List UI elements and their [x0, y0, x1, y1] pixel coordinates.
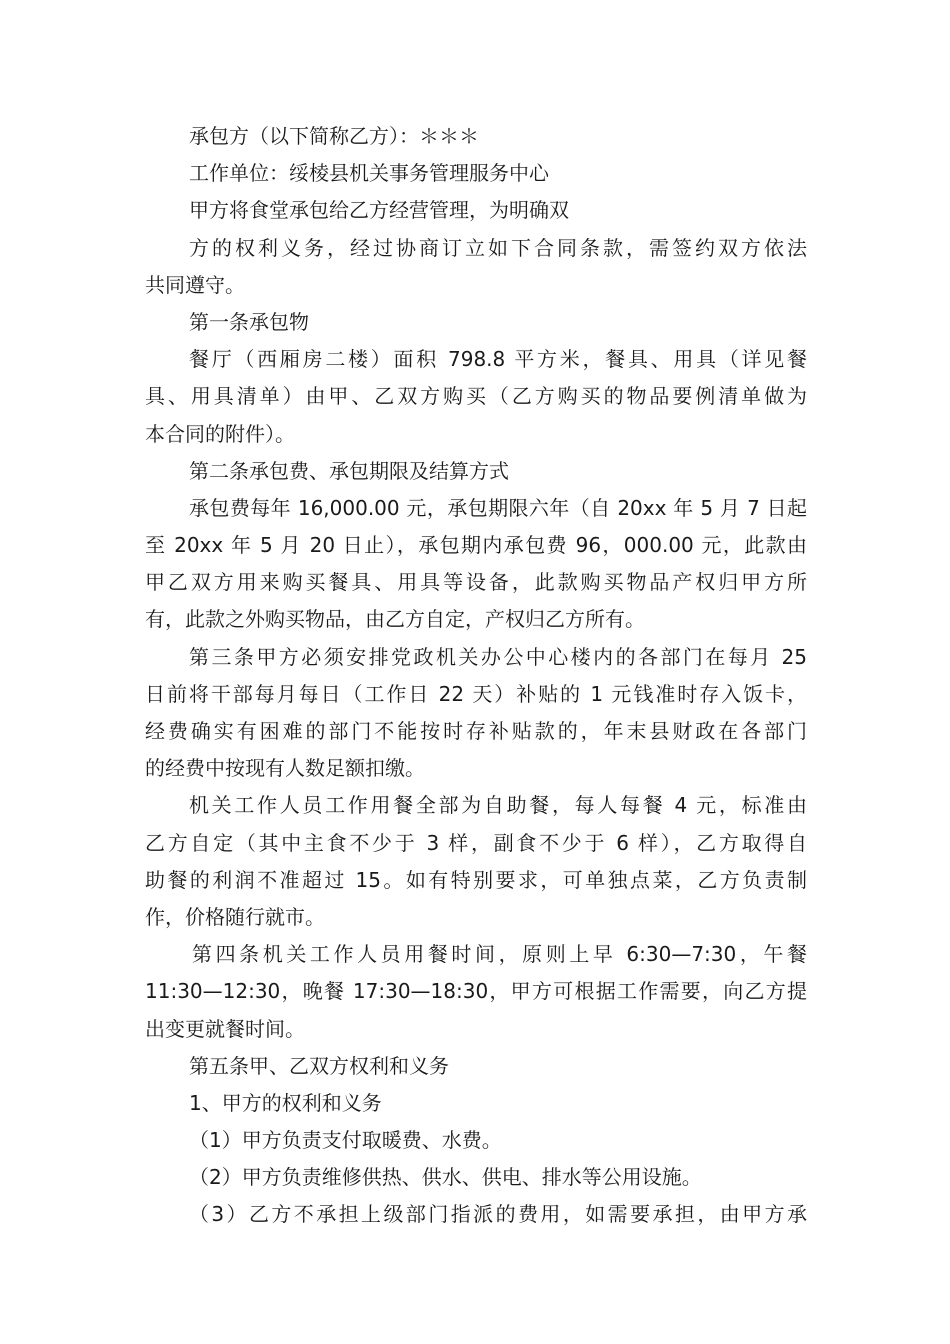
- article-heading: 第一条承包物: [189, 309, 309, 334]
- paragraph-line: 餐厅（西厢房二楼）面积 798.8 平方米，餐具、用具（详见餐: [189, 347, 807, 372]
- paragraph-line: 具、用具清单）由甲、乙双方购买（乙方购买的物品要例清单做为: [145, 384, 807, 409]
- paragraph-line: 机关工作人员工作用餐全部为自助餐，每人每餐 4 元，标准由: [189, 793, 807, 818]
- paragraph-line: 共同遵守。: [145, 272, 245, 297]
- paragraph-line: 方的权利义务，经过协商订立如下合同条款，需签约双方依法: [189, 235, 807, 260]
- contract-body: [145, 118, 807, 1234]
- paragraph-line: 出变更就餐时间。: [145, 1016, 305, 1041]
- article-heading: 第五条甲、乙双方权利和义务: [189, 1053, 449, 1078]
- paragraph-line: 助餐的利润不准超过 15。如有特别要求，可单独点菜，乙方负责制: [145, 867, 807, 892]
- work-unit-line: 工作单位：绥棱县机关事务管理服务中心: [189, 161, 549, 186]
- section-heading: 1、甲方的权利和义务: [189, 1090, 382, 1115]
- paragraph-line: 的经费中按现有人数足额扣缴。: [145, 756, 425, 781]
- paragraph-line: 日前将干部每月每日（工作日 22 天）补贴的 1 元钱准时存入饭卡，: [145, 681, 807, 706]
- paragraph-line: 至 20xx 年 5 月 20 日止），承包期内承包费 96，000.00 元，此款由: [145, 533, 807, 558]
- paragraph-line: 11:30—12:30，晚餐 17:30—18:30，甲方可根据工作需要，向乙方提: [145, 979, 807, 1004]
- article-heading: 第二条承包费、承包期限及结算方式: [189, 458, 509, 483]
- paragraph-line: 第四条机关工作人员用餐时间，原则上早 6:30—7:30，午餐: [192, 942, 807, 967]
- contractor-line: 承包方（以下简称乙方）：＊＊＊: [189, 124, 479, 148]
- paragraph-line: 有，此款之外购买物品，由乙方自定，产权归乙方所有。: [145, 607, 645, 632]
- paragraph-line: 经费确实有困难的部门不能按时存补贴款的，年末县财政在各部门: [145, 719, 807, 743]
- paragraph-line: 第三条甲方必须安排党政机关办公中心楼内的各部门在每月 25: [189, 644, 807, 669]
- paragraph-line: 本合同的附件）。: [145, 421, 295, 446]
- paragraph-line: 作，价格随行就市。: [145, 904, 325, 929]
- list-item: （3）乙方不承担上级部门指派的费用，如需要承担，由甲方承: [189, 1202, 807, 1227]
- list-item: （2）甲方负责维修供热、供水、供电、排水等公用设施。: [189, 1165, 702, 1190]
- paragraph-line: 甲乙双方用来购买餐具、用具等设备，此款购买物品产权归甲方所: [145, 570, 807, 595]
- paragraph-line: 乙方自定（其中主食不少于 3 样，副食不少于 6 样），乙方取得自: [145, 830, 807, 855]
- list-item: （1）甲方负责支付取暖费、水费。: [189, 1128, 502, 1153]
- paragraph-line: 承包费每年 16,000.00 元，承包期限六年（自 20xx 年 5 月 7 日起: [189, 495, 807, 520]
- paragraph-line: 甲方将食堂承包给乙方经营管理，为明确双: [189, 198, 569, 223]
